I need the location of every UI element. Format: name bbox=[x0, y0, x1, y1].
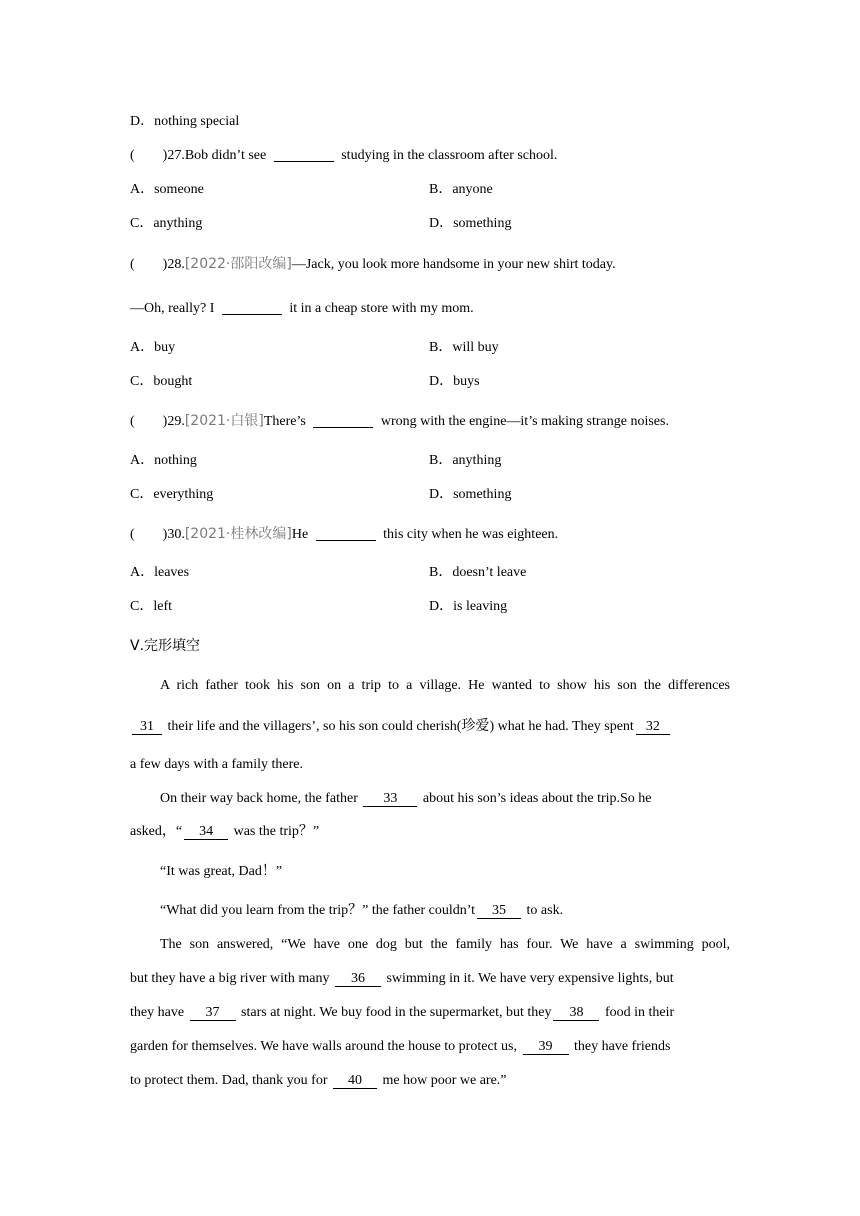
passage-p5-line-3 bbox=[130, 1004, 730, 1022]
answer-blank bbox=[222, 300, 282, 315]
answer-paren: ( ) bbox=[130, 527, 168, 542]
passage-p5-line-1: The son answered, “We have one dog but the family has four. We have a swimming pool, bbox=[160, 937, 730, 952]
option-c: C．left bbox=[130, 599, 172, 614]
passage-p5-line-2 bbox=[130, 970, 730, 988]
option-a: A．buy bbox=[130, 340, 176, 355]
chinese-gloss: 珍爱 bbox=[461, 718, 490, 734]
passage-p2-line-2 bbox=[130, 823, 730, 841]
blank-38: 38 bbox=[553, 1005, 599, 1021]
passage-p1-line-3: a few days with a family there. bbox=[130, 757, 303, 772]
question-29 bbox=[130, 412, 730, 431]
q28-options-row-1 bbox=[130, 339, 730, 357]
option-d: D．something bbox=[429, 216, 512, 231]
passage-p1-line-2 bbox=[130, 717, 730, 736]
blank-35: 35 bbox=[477, 903, 521, 919]
text-segment: asked，“ bbox=[130, 824, 183, 839]
text-segment: they have bbox=[130, 1005, 185, 1020]
source-tag: [2021·桂林改编] bbox=[184, 526, 292, 542]
source-tag: [2021·白银] bbox=[184, 413, 264, 429]
option-a: A．nothing bbox=[130, 453, 197, 468]
blank-33: 33 bbox=[363, 791, 417, 807]
q30-options-row-1 bbox=[130, 564, 730, 582]
text-segment: their life and the villagers’, so his son could cherish( bbox=[167, 719, 462, 734]
blank-39: 39 bbox=[523, 1039, 569, 1055]
q27-options-row-2 bbox=[130, 215, 730, 233]
text-segment: to protect them. Dad, thank you for bbox=[130, 1073, 328, 1088]
text-segment: stars at night. We buy food in the supermarket, but they bbox=[241, 1005, 552, 1020]
source-tag: [2022·邵阳改编] bbox=[184, 256, 292, 272]
blank-34: 34 bbox=[184, 824, 228, 840]
stem-part-b: wrong with the engine—it’s making strange noises. bbox=[380, 414, 669, 429]
text-segment: to ask. bbox=[526, 903, 564, 918]
blank-31: 31 bbox=[132, 719, 162, 735]
q29-options-row-1 bbox=[130, 452, 730, 470]
section-heading: Ⅴ.完形填空 bbox=[130, 638, 201, 654]
answer-blank bbox=[313, 413, 373, 428]
q27-options-row-1 bbox=[130, 181, 730, 199]
option-b: B．anyone bbox=[429, 182, 493, 197]
q28-options-row-2 bbox=[130, 373, 730, 391]
question-number: 29. bbox=[167, 414, 185, 429]
answer-paren: ( ) bbox=[130, 148, 168, 163]
passage-p5-line-4 bbox=[130, 1038, 730, 1056]
question-number: 28. bbox=[167, 257, 185, 272]
option-c: C．bought bbox=[130, 374, 193, 389]
text-segment: On their way back home, the father bbox=[160, 791, 358, 806]
passage-p5-line-5 bbox=[130, 1072, 730, 1090]
stem: —Jack, you look more handsome in your new shirt today. bbox=[291, 257, 616, 272]
q26-option-d: D．nothing special bbox=[130, 114, 240, 129]
answer-blank bbox=[274, 147, 334, 162]
stem-part-a: There’s bbox=[263, 414, 306, 429]
text-segment: me how poor we are.” bbox=[382, 1073, 507, 1088]
option-d: D．is leaving bbox=[429, 599, 508, 614]
passage-p4 bbox=[130, 902, 730, 920]
text-segment: about his son’s ideas about the trip.So he bbox=[422, 791, 652, 806]
stem-part-b: studying in the classroom after school. bbox=[341, 148, 558, 163]
blank-40: 40 bbox=[333, 1073, 377, 1089]
stem-part-a: Bob didn’t see bbox=[184, 148, 267, 163]
option-a: A．leaves bbox=[130, 565, 190, 580]
text-segment: was the trip？” bbox=[233, 824, 320, 839]
option-d: D．something bbox=[429, 487, 512, 502]
q30-options-row-2 bbox=[130, 598, 730, 616]
option-c: C．anything bbox=[130, 216, 203, 231]
blank-36: 36 bbox=[335, 971, 381, 987]
text-segment: swimming in it. We have very expensive lights, but bbox=[386, 971, 674, 986]
option-c: C．everything bbox=[130, 487, 214, 502]
text-segment: but they have a big river with many bbox=[130, 971, 330, 986]
text-segment: they have friends bbox=[574, 1039, 671, 1054]
question-28 bbox=[130, 255, 730, 274]
question-number: 30. bbox=[167, 527, 185, 542]
answer-blank bbox=[316, 526, 376, 541]
answer-paren: ( ) bbox=[130, 414, 168, 429]
q29-options-row-2 bbox=[130, 486, 730, 504]
blank-32: 32 bbox=[636, 719, 670, 735]
answer-paren: ( ) bbox=[130, 257, 168, 272]
option-d: D．buys bbox=[429, 374, 480, 389]
passage-p1-line-1: A rich father took his son on a trip to a village. He wanted to show his son the differences bbox=[160, 678, 730, 693]
blank-37: 37 bbox=[190, 1005, 236, 1021]
passage-p3: “It was great, Dad！” bbox=[160, 864, 283, 879]
reply-part-a: —Oh, really? I bbox=[130, 301, 215, 316]
option-b: B．will buy bbox=[429, 340, 499, 355]
option-b: B．doesn’t leave bbox=[429, 565, 527, 580]
option-a: A．someone bbox=[130, 182, 204, 197]
passage-p2-line-1 bbox=[130, 790, 730, 808]
q28-reply bbox=[130, 300, 730, 318]
text-segment: ) what he had. They spent bbox=[489, 719, 634, 734]
stem-part-a: He bbox=[291, 527, 309, 542]
question-30 bbox=[130, 525, 730, 544]
text-segment: “What did you learn from the trip？” the father couldn’t bbox=[160, 903, 476, 918]
stem-part-b: this city when he was eighteen. bbox=[383, 527, 559, 542]
question-number: 27. bbox=[167, 148, 185, 163]
question-27 bbox=[130, 147, 730, 165]
option-b: B．anything bbox=[429, 453, 502, 468]
reply-part-b: it in a cheap store with my mom. bbox=[289, 301, 474, 316]
text-segment: food in their bbox=[604, 1005, 675, 1020]
text-segment: garden for themselves. We have walls around the house to protect us, bbox=[130, 1039, 518, 1054]
